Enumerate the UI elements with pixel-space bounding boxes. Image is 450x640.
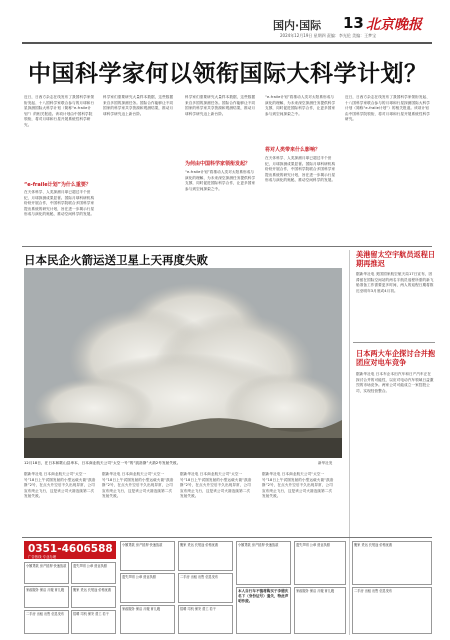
ad-hotline-banner <box>24 541 116 559</box>
classified-ad: 招聘 司机 保安 普工 若干 <box>178 605 233 634</box>
main-story-col5: 近日，日西方杂志在线发布了我国科学家领衔发起、十八国科学家联合参与的月球和行星探测国际大科学计划（简称“e-fraile计划”）的相关报道。该项计划由中国科学院领衔，将对月球和行星开展系统性科学研究。 <box>345 95 430 122</box>
classified-ad: 小额贷款 房产抵押 快速放款 <box>120 541 175 571</box>
classified-ad: 搬家 货运 长短途 价格优惠 <box>352 541 432 585</box>
photo-story-headline: 日本民企火箭运送卫星上天再度失败 <box>24 253 208 267</box>
brief-1-headline-text: 美港留太空宇航员返程日期再推迟 <box>356 250 436 268</box>
classified-ad: 遗失声明 公章 营业执照 <box>71 562 116 584</box>
main-story-col3: 科学家们需要研究大量样本数据，这些数据来自多国的探测任务。国际合作能够让不同国家的科学家共享资源和观测结果，推动月球科学研究迈上新台阶。 <box>185 95 256 116</box>
page-number: 13 <box>343 14 364 32</box>
ad-hotline-number: 0351-4606588 <box>28 543 113 555</box>
main-story-body-col2: 在天体科学、人类探测月球已超过半个世纪，月球探测成果显著。国际月球科研机构纷纷开展合作，中国科学院联合多国科学家提出系统的研究计划，旨在进一步揭示行星形成与演化的奥秘，推动空间科学的发展。 <box>24 190 95 217</box>
brief-2-headline <box>356 349 436 367</box>
classified-ad: 家政服务 保洁 月嫂 育儿嫂 <box>24 586 69 608</box>
photo-story-col1: 据新华社电 日本商业航天公司“太空一号”18日上午试图发射的小型运载火箭“凯洛斯”2号，在点火升空后不久出现异常，公司宣布终止飞行，这是该公司火箭连续第二次发射失败。 <box>24 472 96 499</box>
photo-credit: 新华社发 <box>318 461 333 465</box>
main-story-col3b: “e-fraile计划”将推动人类对太阳系形成与演化的理解，为未来深空探测任务提供科学支撑，同时促进国际科学合作，让更多国家参与到空间探索之中。 <box>185 170 256 191</box>
classified-ad: 小额贷款 房产抵押 快速放款 <box>236 541 291 585</box>
main-story-col4b: 在天体科学、人类探测月球已超过半个世纪，月球探测成果显著。国际月球科研机构纷纷开展合作，中国科学院联合多国科学家提出系统的研究计划，旨在进一步揭示行星形成与演化的奥秘，推动空间科学的发展。 <box>265 156 336 183</box>
brief-1-headline <box>356 250 436 268</box>
section-divider <box>22 246 432 247</box>
photo-story-col3: 据新华社电 日本商业航天公司“太空一号”18日上午试图发射的小型运载火箭“凯洛斯”2号，在点火升空后不久出现异常，公司宣布终止飞行，这是该公司火箭连续第二次发射失败。 <box>180 472 252 499</box>
subhead-why-china: 为何由中国科学家领衔发起？ <box>185 161 251 167</box>
subhead-impact: 将对人类带来什么影响？ <box>265 147 321 153</box>
photo-story-col2: 据新华社电 日本商业航天公司“太空一号”18日上午试图发射的小型运载火箭“凯洛斯”2号，在点火升空后不久出现异常，公司宣布终止飞行，这是该公司火箭连续第二次发射失败。 <box>102 472 174 499</box>
main-headline: 中国科学家何以领衔国际大科学计划？ <box>28 61 428 87</box>
classified-ad: 二手房 出租 出售 信息发布 <box>24 610 69 634</box>
paper-logo: 北京晚报 <box>366 17 422 33</box>
brief-2-headline-text: 日本两大车企探讨合并抱团应对电车竞争 <box>356 349 436 367</box>
classified-ad: 遗失声明 公章 营业执照 <box>294 541 346 585</box>
right-column-rule <box>349 250 350 635</box>
brief-1-body: 据新华社电 美国国家航空航天局17日宣布，因滞留在国际空间站的两名宇航员返程所需的新飞船准备工作需要更多时间，两人的返程日期将推迟至明年3月底或4月初。 <box>356 272 434 293</box>
classified-ad: 二手房 出租 出售 信息发布 <box>178 573 233 603</box>
photo-caption: 12月18日，在日本和歌山县串本，日本商业航天公司“太空一号”的“凯洛斯”火箭2号发射失败。 <box>24 461 181 465</box>
main-story-lead: 近日，日西方杂志在线发布了我国科学家领衔发起、十八国科学家联合参与的月球和行星探测国际大科学计划（简称“e-fraile计划”）的相关报道。该项计划由中国科学院领衔，将对月球和行星开展系统性科学研究。 <box>24 95 95 127</box>
classified-ad: 招聘 司机 保安 普工 若干 <box>71 610 116 634</box>
subhead-why-important: “e-fraile计划”为什么重要？ <box>24 182 91 188</box>
section-label: 国内·国际 <box>273 19 322 32</box>
rocket-launch-photo <box>24 268 342 458</box>
classified-ad: 二手房 出租 出售 信息发布 <box>352 587 432 634</box>
brief-divider <box>353 342 435 343</box>
main-story-col4: “e-fraile计划”将推动人类对太阳系形成与演化的理解，为未来深空探测任务提供科学支撑，同时促进国际科学合作，让更多国家参与到空间探索之中。 <box>265 95 336 116</box>
classified-ad: 家政服务 保洁 月嫂 育儿嫂 <box>120 605 175 634</box>
explosion-smoke-image <box>24 268 342 458</box>
classified-ad: 家政服务 保洁 月嫂 育儿嫂 <box>294 587 346 634</box>
main-story-col2: 科学家们需要研究大量样本数据，这些数据来自多国的探测任务。国际合作能够让不同国家的科学家共享资源和观测结果，推动月球科学研究迈上新台阶。 <box>103 95 174 116</box>
classified-ad: 搬家 货运 长短途 价格优惠 <box>178 541 233 571</box>
classified-ad: 搬家 货运 长短途 价格优惠 <box>71 586 116 608</box>
classified-ad: 遗失声明 公章 营业执照 <box>120 573 175 603</box>
ad-section-rule <box>22 537 432 538</box>
date-line: 2024年12月19日 星期四 责编：李光伦 美编：王梦宝 <box>280 33 377 38</box>
photo-story-col4: 据新华社电 日本商业航天公司“太空一号”18日上午试图发射的小型运载火箭“凯洛斯”2号，在点火升空后不久出现异常，公司宣布终止飞行，这是该公司火箭连续第二次发射失败。 <box>262 472 334 499</box>
classified-ad: 小额贷款 房产抵押 快速放款 <box>24 562 69 584</box>
notice-ad: 本人自行车不慎将购买于李德庆名下（身份证号）遗失，特此声明作废。 <box>236 587 291 634</box>
ad-hotline-note: 广告热线 专业办理 <box>28 555 57 559</box>
brief-2-body: 据新华社电 日本车企本田汽车和日产汽车正在探讨合并的可能性，以应对电动汽车领域日益激烈的市场竞争。两家公司可能成立一家控股公司，实现经营整合。 <box>356 372 434 393</box>
masthead-rule <box>22 42 432 44</box>
